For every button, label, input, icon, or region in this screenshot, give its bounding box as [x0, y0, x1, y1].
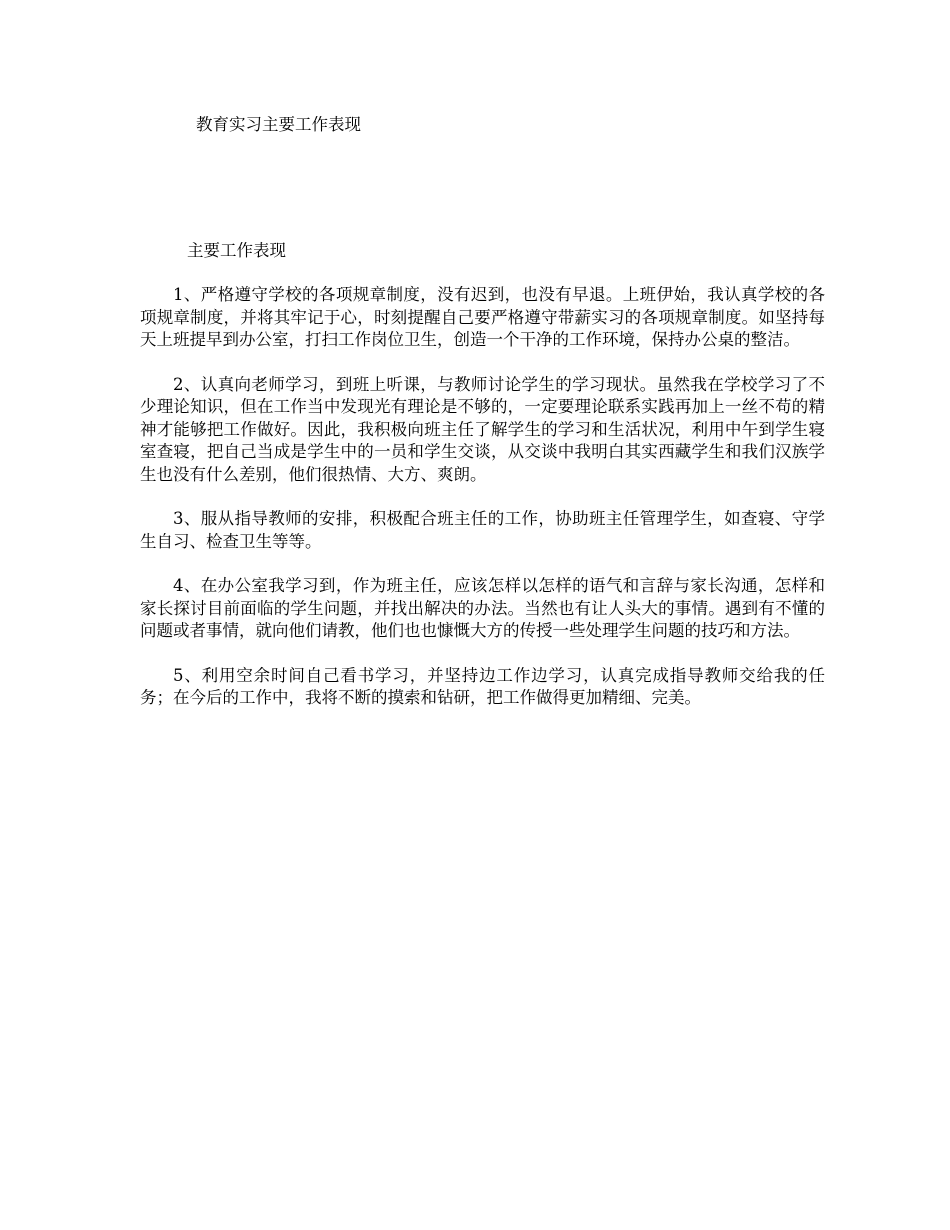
- document-title: 教育实习主要工作表现: [196, 115, 361, 134]
- section-heading: 主要工作表现: [187, 241, 286, 260]
- paragraph-4: 4、在办公室我学习到，作为班主任，应该怎样以怎样的语气和言辞与家长沟通，怎样和家长探讨目前面临的学生问题，并找出解决的办法。当然也有让人头大的事情。遇到有不懂的问题或者事情，就向他们请教，他们也也慷慨大方的传授一些处理学生问题的技巧和方法。: [140, 576, 825, 640]
- paragraph-2: 2、认真向老师学习，到班上听课，与教师讨论学生的学习现状。虽然我在学校学习了不少理论知识，但在工作当中发现光有理论是不够的，一定要理论联系实践再加上一丝不苟的精神才能够把工作做好。因此，我积极向班主任了解学生的学习和生活状况，利用中午到学生寝室查寝，把自己当成是学生中的一员和学生交谈，从交谈中我明白其实西藏学生和我们汉族学生也没有什么差别，他们很热情、大方、爽朗。: [140, 374, 825, 484]
- paragraph-5: 5、利用空余时间自己看书学习，并坚持边工作边学习，认真完成指导教师交给我的任务；在今后的工作中，我将不断的摸索和钻研，把工作做得更加精细、完美。: [140, 665, 825, 707]
- paragraph-1: 1、严格遵守学校的各项规章制度，没有迟到，也没有早退。上班伊始，我认真学校的各项规章制度，并将其牢记于心，时刻提醒自己要严格遵守带薪实习的各项规章制度。如坚持每天上班提早到办公室，打扫工作岗位卫生，创造一个干净的工作环境，保持办公桌的整洁。: [140, 285, 825, 349]
- paragraph-3: 3、服从指导教师的安排，积极配合班主任的工作，协助班主任管理学生，如查寝、守学生自习、检查卫生等等。: [140, 509, 825, 551]
- document-body: [140, 284, 825, 732]
